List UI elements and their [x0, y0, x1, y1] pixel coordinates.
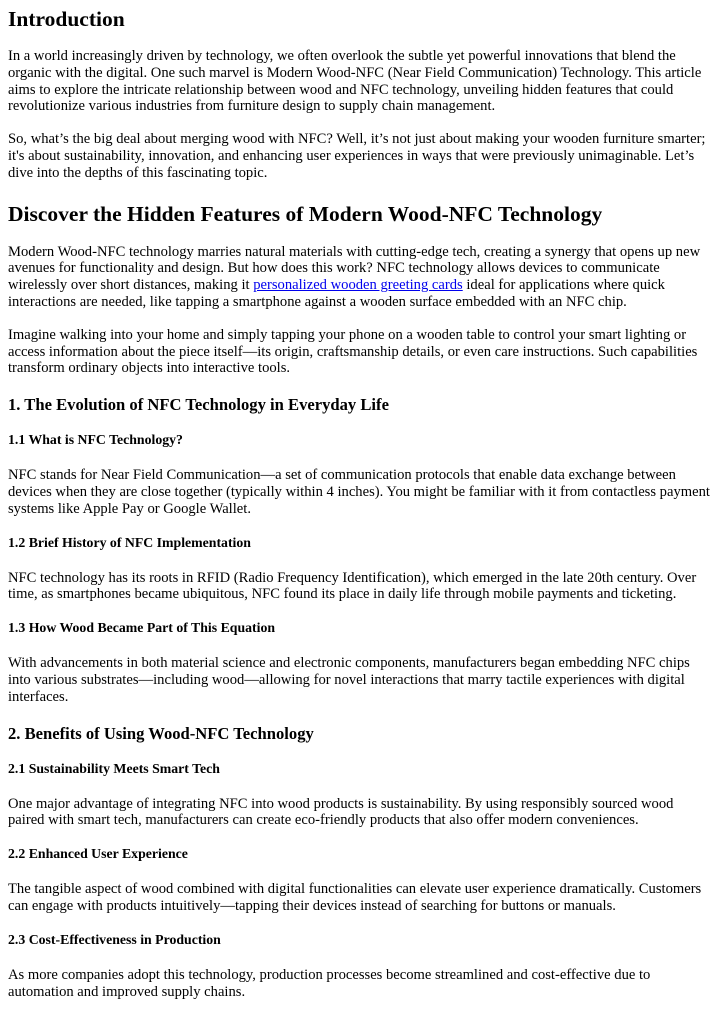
- discover-heading: Discover the Hidden Features of Modern Wood-NFC Technology: [8, 201, 603, 226]
- section-2-1-heading: 2.1 Sustainability Meets Smart Tech: [8, 760, 220, 776]
- discover-paragraph-1: [8, 244, 712, 311]
- section-2-heading: 2. Benefits of Using Wood-NFC Technology: [8, 723, 314, 743]
- intro-heading: Introduction: [8, 7, 125, 31]
- section-2-2-text: The tangible aspect of wood combined with digital functionalities can elevate user experience dramatically. Customers can engage with products intuitively—tapping their devices instead of searching for buttons or manuals.: [8, 881, 702, 914]
- discover-p1-text-after: ideal for applications where quick interactions are needed, like tapping a smartphone against a wooden surface embedded with an NFC chip.: [8, 277, 665, 310]
- section-1-1-heading: 1.1 What is NFC Technology?: [8, 432, 183, 448]
- section-1-2-heading: 1.2 Brief History of NFC Implementation: [8, 534, 251, 550]
- intro-paragraph-2: So, what’s the big deal about merging wood with NFC? Well, it’s not just about making your wooden furniture smarter; it's about sustainability, innovation, and enhancing user experiences in ways that were previously unimaginable. Let’s dive into the depths of this fascinating topic.: [8, 131, 706, 181]
- discover-p1-text-before: Modern Wood-NFC technology marries natural materials with cutting-edge tech, creating a synergy that opens up new avenues for functionality and design. But how does this work? NFC technology allows devices to communicate wirelessly over short distances, making it: [8, 243, 701, 294]
- section-2-3-text: As more companies adopt this technology, production processes become streamlined and cost-effective due to automation and improved supply chains.: [8, 966, 651, 1000]
- greeting-cards-link[interactable]: personalized wooden greeting cards: [253, 277, 463, 294]
- section-1-3-heading: 1.3 How Wood Became Part of This Equation: [8, 620, 276, 636]
- section-1-1-text: NFC stands for Near Field Communication—a set of communication protocols that enable data exchange between devices when they are close together (typically within 4 inches). You might be familiar with it from contactless payment systems like Apple Pay or Google Wallet.: [8, 467, 710, 517]
- intro-paragraph-1: In a world increasingly driven by technology, we often overlook the subtle yet powerful innovations that blend the organic with the digital. One such marvel is Modern Wood-NFC (Near Field Communication) Technology. This article aims to explore the intricate relationship between wood and NFC technology, unveiling hidden features that could revolutionize various industries from furniture design to supply chain management.: [8, 48, 702, 115]
- section-2-3-heading: 2.3 Cost-Effectiveness in Production: [8, 931, 221, 947]
- section-1-2-text: NFC technology has its roots in RFID (Radio Frequency Identification), which emerged in the late 20th century. Over time, as smartphones became ubiquitous, NFC found its place in daily life through mobile payments and ticketing.: [8, 569, 697, 603]
- discover-paragraph-2: Imagine walking into your home and simply tapping your phone on a wooden table to control your smart lighting or access information about the piece itself—its origin, craftsmanship details, or even care instructions. Such capabilities transform ordinary objects into interactive tools.: [8, 326, 698, 377]
- section-2-1-text: One major advantage of integrating NFC into wood products is sustainability. By using responsibly sourced wood paired with smart tech, manufacturers can create eco-friendly products that also offer modern conveniences.: [8, 795, 674, 829]
- section-2-2-heading: 2.2 Enhanced User Experience: [8, 846, 188, 862]
- section-1-heading: 1. The Evolution of NFC Technology in Everyday Life: [8, 395, 389, 415]
- section-1-3-text: With advancements in both material science and electronic components, manufacturers began embedding NFC chips into various substrates—including wood—allowing for novel interactions that marry tactile experiences with digital interfaces.: [8, 655, 690, 705]
